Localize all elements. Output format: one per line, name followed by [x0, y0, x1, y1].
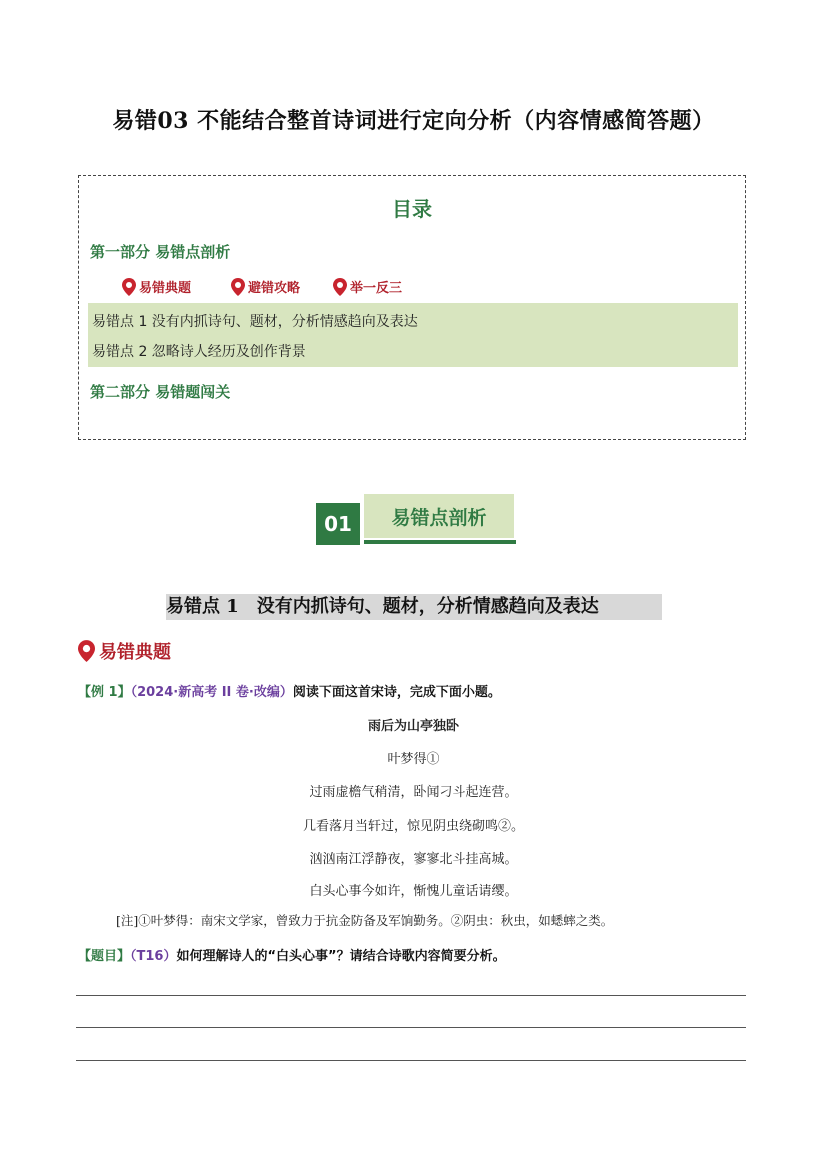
example-instruction: 阅读下面这首宋诗，完成下面小题。 [292, 685, 501, 700]
poem-line: 几看落月当轩过，惊见阴虫绕砌鸣②。 [302, 819, 524, 834]
section-badge-number: 01 [316, 503, 360, 545]
question-text: 如何理解诗人的“白头心事”？请结合诗歌内容简要分析。 [176, 949, 506, 964]
poem-note: [注]①叶梦得：南宋文学家，曾致力于抗金防备及军饷勤务。②阴虫：秋虫，如蟋蟀之类。 [116, 913, 614, 928]
toc-tag-label: 举一反三 [350, 281, 403, 296]
location-pin-icon [78, 640, 95, 662]
section-badge-underline [364, 540, 516, 544]
answer-line[interactable] [76, 1060, 746, 1061]
question-line [78, 945, 506, 964]
toc-part1[interactable]: 第一部分 易错点剖析 [90, 243, 231, 261]
typical-question-text: 易错典题 [99, 642, 171, 663]
question-code: （T16） [130, 949, 177, 964]
toc-tag-label: 易错典题 [139, 281, 192, 296]
poem-line: 汹汹南江浮静夜，寥寥北斗挂高城。 [309, 852, 518, 867]
toc-tag-label: 避错攻略 [248, 281, 301, 296]
toc-heading: 目录 [392, 197, 432, 221]
toc-tag-strategy[interactable] [231, 277, 300, 296]
example-source: （2024·新高考 II 卷·改编） [130, 685, 293, 700]
toc-item-1[interactable]: 易错点 1 没有内抓诗句、题材，分析情感趋向及表达 [92, 314, 418, 330]
toc-tag-practice[interactable] [333, 277, 402, 296]
poem-title: 雨后为山亭独卧 [367, 719, 459, 734]
example-tag: 【例 1】 [78, 685, 131, 700]
toc-tag-typical[interactable] [122, 277, 191, 296]
poem-line: 过雨虚檐气稍清，卧闻刁斗起连营。 [309, 785, 518, 800]
location-pin-icon [333, 278, 347, 296]
answer-line[interactable] [76, 1027, 746, 1028]
point-heading-text: 没有内抓诗句、题材，分析情感趋向及表达 [256, 596, 599, 617]
point-heading [166, 594, 662, 620]
section-badge-label: 易错点剖析 [391, 506, 487, 529]
poem-author: 叶梦得① [387, 752, 440, 767]
example-line [78, 681, 501, 700]
document-title: 易错03 不能结合整首诗词进行定向分析（内容情感简答题） [112, 108, 715, 134]
answer-line[interactable] [76, 995, 746, 996]
toc-part2[interactable]: 第二部分 易错题闯关 [90, 383, 231, 401]
question-tag: 【题目】 [78, 949, 131, 964]
point-heading-number: 易错点 1 [166, 596, 239, 617]
poem-line: 白头心事今如许，惭愧儿童话请缨。 [309, 884, 518, 899]
location-pin-icon [122, 278, 136, 296]
location-pin-icon [231, 278, 245, 296]
typical-question-label [78, 638, 171, 664]
toc-item-2[interactable]: 易错点 2 忽略诗人经历及创作背景 [92, 344, 306, 360]
